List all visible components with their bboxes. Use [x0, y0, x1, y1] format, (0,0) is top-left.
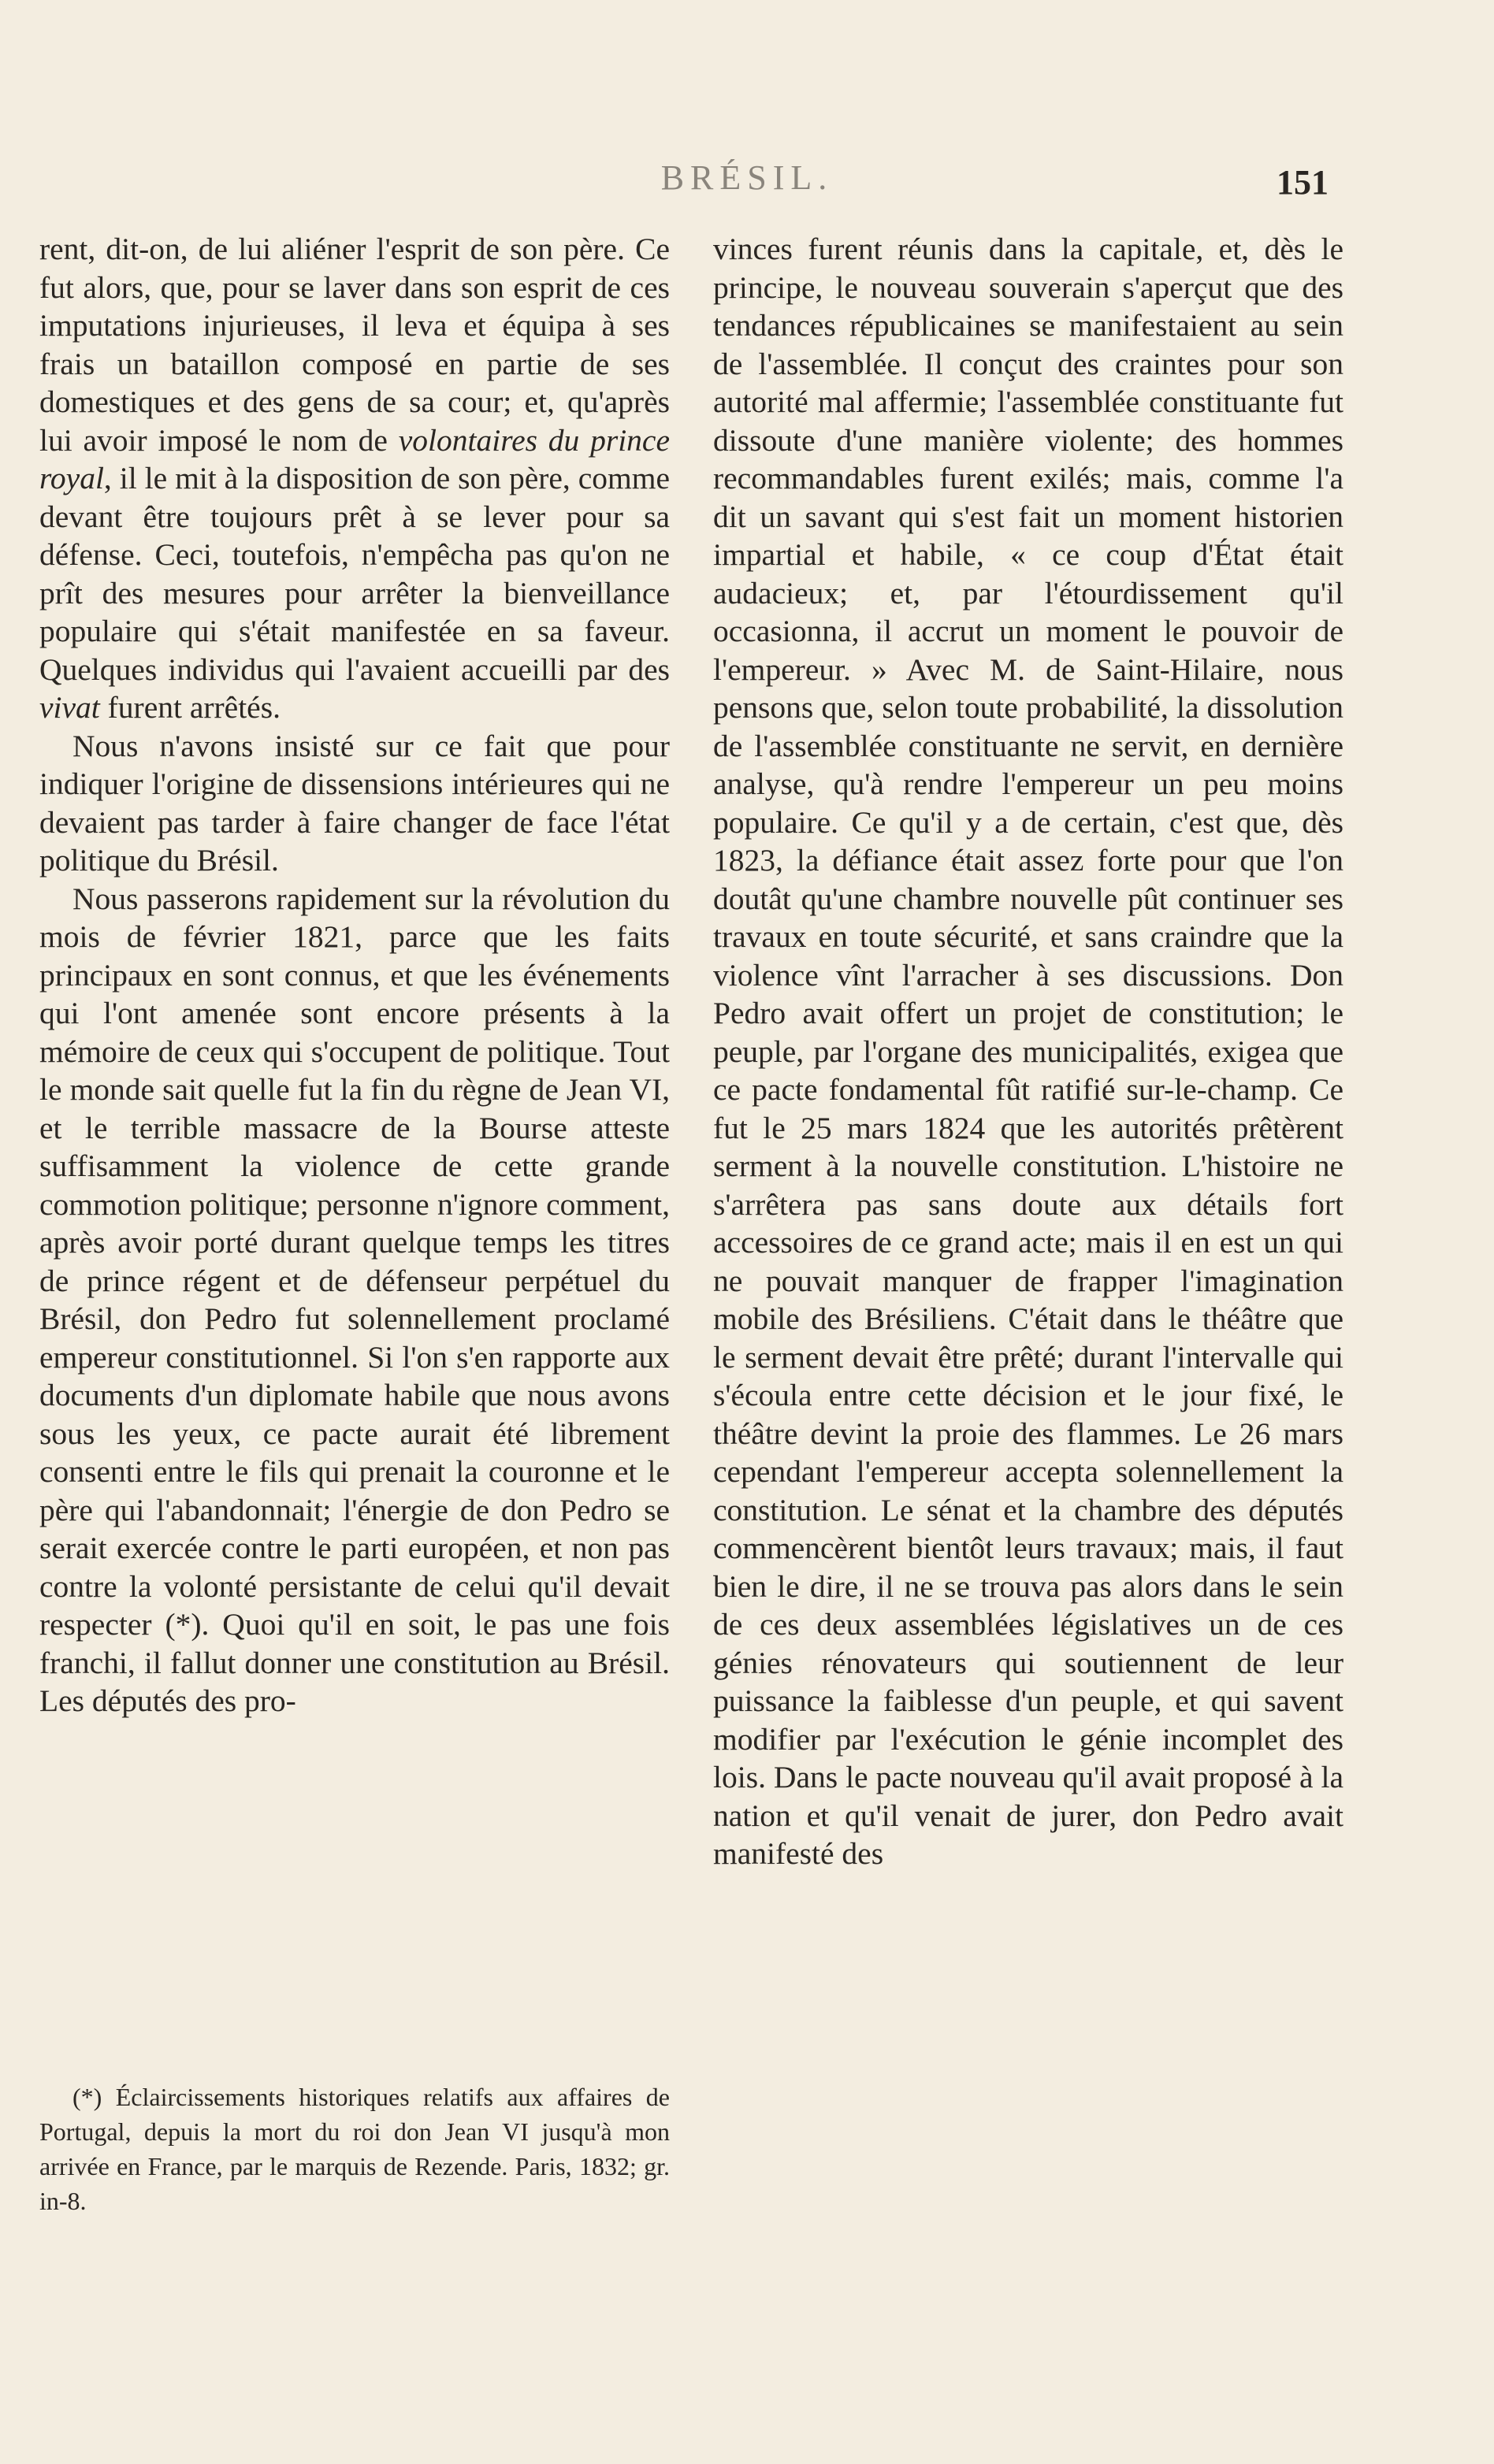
left-paragraph-3 — [39, 880, 670, 1720]
footnote-text: Éclaircissements historiques relatifs aux affaires de Portugal, depuis la mort du roi don Jean VI jusqu'à mon arrivée en France, par le marquis de Rezende. Paris, 1832; gr. in-8. — [39, 2083, 670, 2215]
text-run: rent, dit-on, de lui aliéner l'esprit de son père. Ce fut alors, que, pour se laver dans son esprit de ces imputations injurieuses, il leva et équipa à ses frais un bataillon composé en partie de ses domestiques et des gens de sa cour; et, qu'après lui avoir imposé le nom de — [39, 232, 670, 458]
italic-word: vivat — [39, 690, 100, 725]
italic-phrase: volontaires du prince royal — [39, 422, 670, 495]
page-number: 151 — [1277, 163, 1329, 202]
footnote-reference: (*) — [165, 1607, 202, 1642]
running-title: BRÉSIL. — [660, 158, 834, 197]
right-column — [713, 230, 1343, 2294]
left-paragraph-2: Nous n'avons insisté sur ce fait que pour indiquer l'origine de dissensions intérieures qui ne devaient pas tarder à faire changer de face l'état politique du Brésil. — [39, 728, 670, 878]
left-paragraph-1 — [39, 230, 670, 727]
text-run: . Quoi qu'il en soit, le pas une fois franchi, il fallut donner une constitution au Brésil. Les députés des pro- — [39, 1607, 670, 1718]
footnote-marker: (*) — [72, 2083, 102, 2111]
left-column — [39, 230, 670, 2294]
text-run: , il le mit à la disposition de son père, comme devant être toujours prêt à se lever pour sa défense. Ceci, toutefois, n'empêcha pas qu'on ne prît des mesures pour arrêter la bienveillance populaire qui s'était manifestée en sa faveur. Quelques individus qui l'avaient accueilli par des — [39, 461, 670, 687]
right-paragraph-1: vinces furent réunis dans la capitale, et, dès le principe, le nouveau souverain s'aperçut que des tendances républicaines se manifestaient au sein de l'assemblée. Il conçut des craintes pour son autorité mal affermie; l'assemblée constituante fut dissoute d'une manière violente; des hommes recommandables furent exilés; mais, comme l'a dit un savant qui s'est fait un moment historien impartial et habile, « ce coup d'État était audacieux; et, par l'étourdissement qu'il occasionna, il accrut un moment le pouvoir de l'empereur. » Avec M. de Saint-Hilaire, nous pensons que, selon toute probabilité, la dissolution de l'assemblée constituante ne servit, en dernière analyse, qu'à rendre l'empereur un peu moins populaire. Ce qu'il y a de certain, c'est que, dès 1823, la défiance était assez forte pour que l'on doutât qu'une chambre nouvelle pût continuer ses travaux en toute sécurité, et sans craindre que la violence vînt l'arracher à ses discussions. Don Pedro avait offert un projet de constitution; le peuple, par l'organe des municipalités, exigea que ce pacte fondamental fût ratifié sur-le-champ. Ce fut le 25 mars 1824 que les autorités prêtèrent serment à la nouvelle constitution. L'histoire ne s'arrêtera pas sans doute aux détails fort accessoires de ce grand acte; mais il en est un qui ne pouvait manquer de frapper l'imagination mobile des Brésiliens. C'était dans le théâtre que le serment devait être prêté; durant l'intervalle qui s'écoula entre cette décision et le jour fixé, le théâtre devint la proie des flammes. Le 26 mars cependant l'empereur accepta solennellement la constitution. Le sénat et la chambre des députés commencèrent bientôt leurs travaux; mais, il faut bien le dire, il ne se trouva pas alors dans le sein de ces deux assemblées législatives un de ces génies rénovateurs qui soutiennent de leur puissance la faiblesse d'un peuple, et qui savent modifier par l'exécution le génie incomplet des lois. Dans le pacte nouveau qu'il avait proposé à la nation et qu'il venait de jurer, don Pedro avait manifesté des — [713, 232, 1343, 1871]
text-run: Nous passerons rapidement sur la révolution du mois de février 1821, parce que les faits principaux en sont connus, et que les événements qui l'ont amenée sont encore présents à la mémoire de ceux qui s'occupent de politique. Tout le monde sait quelle fut la fin du règne de Jean VI, et le terrible massacre de la Bourse atteste suffisamment la violence de cette grande commotion politique; personne n'ignore comment, après avoir porté durant quelque temps les titres de prince régent et de défenseur perpétuel du Brésil, don Pedro fut solennellement proclamé empereur constitutionnel. Si l'on s'en rapporte aux documents d'un diplomate habile que nous avons sous les yeux, ce pacte aurait été librement consenti entre le fils qui prenait la couronne et le père qui l'abandonnait; l'énergie de don Pedro se serait exercée contre le parti européen, et non pas contre la volonté persistante de celui qu'il devait respecter — [39, 881, 670, 1642]
text-run: furent arrêtés. — [99, 690, 281, 725]
footnote — [39, 2080, 670, 2218]
